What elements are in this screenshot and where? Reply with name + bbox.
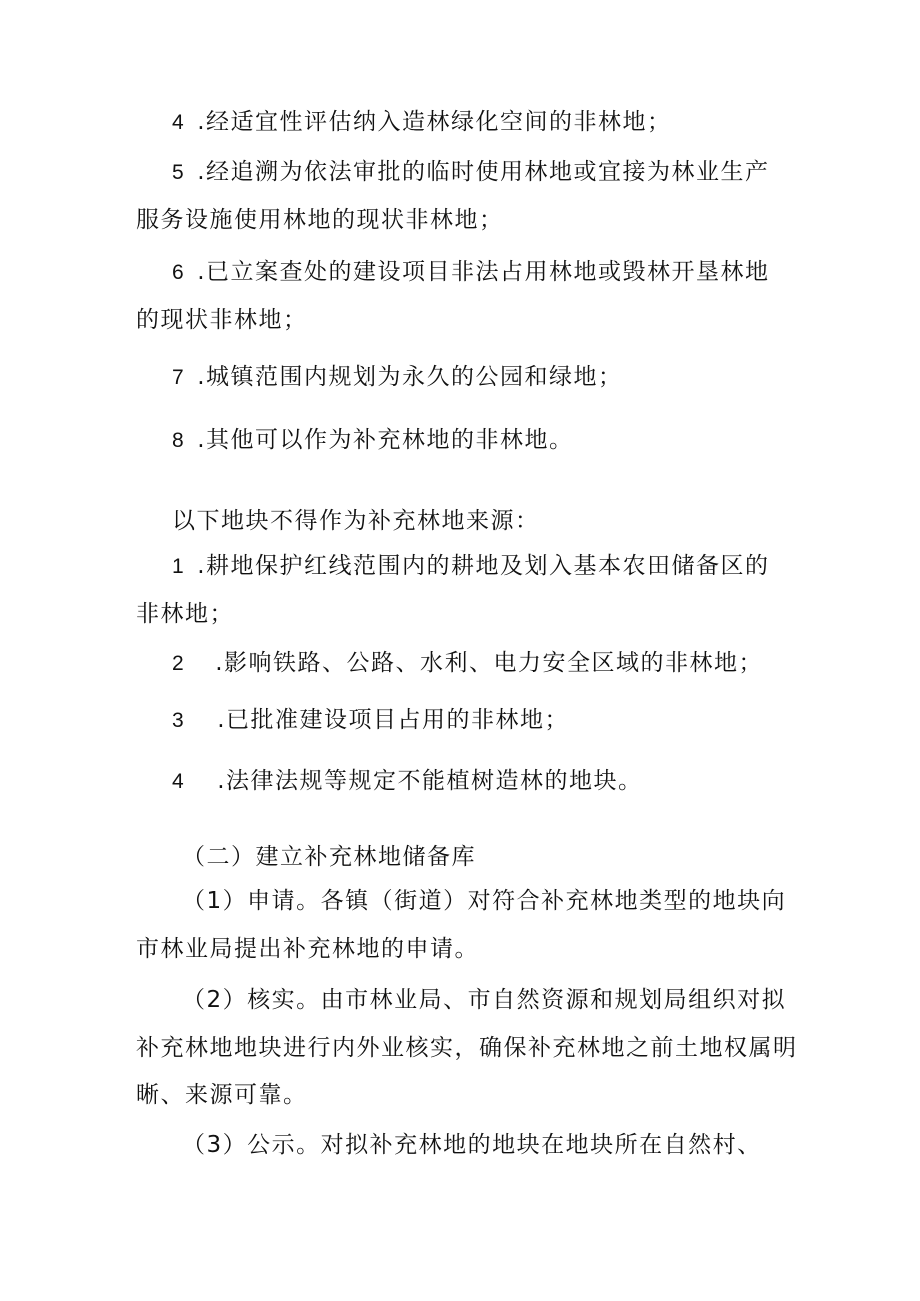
step-number: （1） — [182, 888, 248, 914]
list-item — [172, 425, 574, 456]
list-item — [172, 648, 763, 679]
item-text: .法律法规等规定不能植树造林的地块。 — [217, 768, 643, 794]
item-number: 2 — [172, 652, 186, 675]
step-item — [182, 886, 786, 916]
list-item-continuation: 服务设施使用林地的现状非林地； — [136, 207, 504, 233]
step-text: 申请。各镇（街道）对符合补充林地类型的地块向 — [247, 888, 787, 914]
list-item-continuation: 的现状非林地； — [136, 307, 308, 333]
list-item — [172, 157, 770, 188]
list-item-continuation: 非林地； — [136, 601, 234, 627]
step-continuation: 补充林地地块进行内外业核实，确保补充林地之前土地权属明 — [136, 1035, 798, 1061]
item-number: 5 — [172, 161, 186, 184]
step-number: （3） — [182, 1132, 248, 1158]
item-number: 6 — [172, 261, 186, 284]
step-text: 核实。由市林业局、市自然资源和规划局组织对拟 — [247, 987, 787, 1013]
item-text: .经追溯为依法审批的临时使用林地或宜接为林业生产 — [197, 159, 770, 185]
step-continuation: 市林业局提出补充林地的申请。 — [136, 936, 479, 962]
item-number: 4 — [172, 111, 186, 134]
item-number: 1 — [172, 555, 186, 578]
step-continuation: 晰、来源可靠。 — [136, 1082, 308, 1108]
item-number: 7 — [172, 366, 186, 389]
item-number: 4 — [172, 770, 186, 793]
item-text: .已批准建设项目占用的非林地； — [217, 707, 569, 733]
list-item — [172, 107, 672, 138]
list-item — [172, 551, 770, 582]
list-item — [172, 362, 623, 393]
item-text: .耕地保护红线范围内的耕地及划入基本农田储备区的 — [197, 553, 770, 579]
item-number: 8 — [172, 429, 186, 452]
step-item — [182, 985, 786, 1015]
step-text: 公示。对拟补充林地的地块在地块所在自然村、 — [247, 1132, 762, 1158]
item-text: .经适宜性评估纳入造林绿化空间的非林地； — [197, 109, 672, 135]
step-item — [182, 1130, 762, 1160]
item-text: .城镇范围内规划为永久的公园和绿地； — [197, 364, 623, 390]
section-heading: （二）建立补充林地储备库 — [182, 844, 476, 870]
item-text: .影响铁路、公路、水利、电力安全区域的非林地； — [215, 650, 763, 676]
item-number: 3 — [172, 709, 186, 732]
list-item — [172, 766, 643, 797]
list-item — [172, 705, 569, 736]
excluded-intro: 以下地块不得作为补充林地来源： — [172, 508, 540, 534]
step-number: （2） — [182, 987, 248, 1013]
item-text: .其他可以作为补充林地的非林地。 — [197, 427, 574, 453]
list-item — [172, 257, 770, 288]
item-text: .已立案查处的建设项目非法占用林地或毁林开垦林地 — [197, 259, 770, 285]
